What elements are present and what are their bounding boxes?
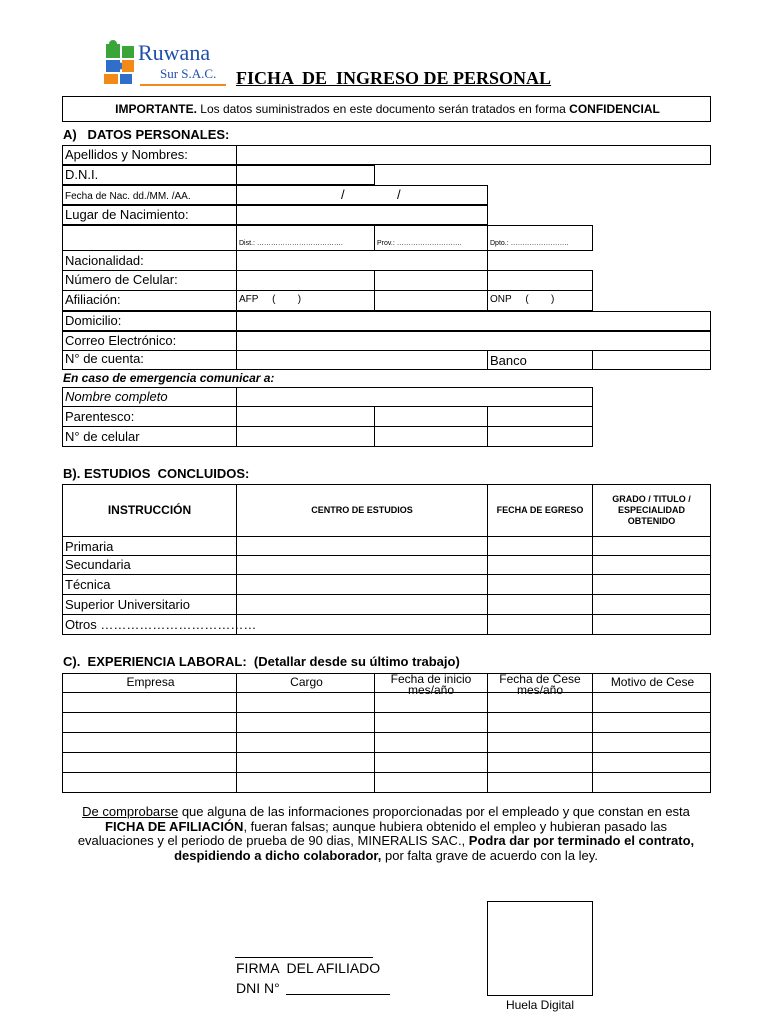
dni-label: DNI N° bbox=[236, 980, 280, 996]
label-tecnica: Técnica bbox=[62, 574, 237, 595]
header-centro: CENTRO DE ESTUDIOS bbox=[236, 484, 488, 537]
field-tecnica-centro[interactable] bbox=[236, 574, 488, 595]
field-onp[interactable]: ONP ( ) bbox=[487, 290, 593, 311]
date-slash-2: / bbox=[397, 187, 401, 202]
exp-row-1-motivo[interactable] bbox=[592, 692, 711, 713]
exp-row-2-inicio[interactable] bbox=[374, 712, 488, 733]
field-cuenta[interactable] bbox=[236, 350, 488, 370]
field-otros-centro[interactable] bbox=[236, 614, 488, 635]
header-cargo: Cargo bbox=[236, 673, 375, 693]
label-primaria: Primaria bbox=[62, 536, 237, 556]
exp-row-4-motivo[interactable] bbox=[592, 752, 711, 773]
header-fecha-cese: Fecha de Cese mes/año bbox=[487, 673, 593, 693]
exp-row-2-motivo[interactable] bbox=[592, 712, 711, 733]
exp-row-5-cargo[interactable] bbox=[236, 772, 375, 793]
exp-row-5-inicio[interactable] bbox=[374, 772, 488, 793]
field-primaria-grado[interactable] bbox=[592, 536, 711, 556]
field-correo[interactable] bbox=[236, 331, 711, 351]
field-celular-2[interactable] bbox=[374, 270, 488, 291]
emergency-title: En caso de emergencia comunicar a: bbox=[63, 371, 275, 385]
legal-text-2: , fueran falsas; aunque hubiera obtenido el empleo y hubieran pasado las evaluaciones y el periodo de prueba de 90 dias, MINERALIS SAC., bbox=[77, 818, 667, 848]
field-secundaria-centro[interactable] bbox=[236, 555, 488, 575]
label-dni: D.N.I. bbox=[62, 165, 237, 185]
field-celular-emergencia-3[interactable] bbox=[487, 426, 593, 447]
exp-row-3-inicio[interactable] bbox=[374, 732, 488, 753]
exp-row-3-cargo[interactable] bbox=[236, 732, 375, 753]
header-fecha-egreso: FECHA DE EGRESO bbox=[487, 484, 593, 537]
label-correo: Correo Electrónico: bbox=[62, 331, 237, 351]
label-banco: Banco bbox=[487, 350, 593, 370]
spacer-lugar bbox=[62, 225, 237, 251]
field-parentesco-1[interactable] bbox=[236, 406, 375, 427]
label-otros: Otros ……………………………… bbox=[62, 614, 237, 635]
logo-name: Ruwana bbox=[138, 40, 211, 65]
field-celular-3[interactable] bbox=[487, 270, 593, 291]
exp-row-4-cargo[interactable] bbox=[236, 752, 375, 773]
exp-row-4-cese[interactable] bbox=[487, 752, 593, 773]
field-superior-centro[interactable] bbox=[236, 594, 488, 615]
label-celular: Número de Celular: bbox=[62, 270, 237, 291]
field-primaria-fecha[interactable] bbox=[487, 536, 593, 556]
legal-paragraph bbox=[66, 805, 706, 863]
dni-line[interactable] bbox=[286, 994, 390, 995]
legal-bold-2: Podra dar por terminado el contrato, despidiendo a dicho colaborador, bbox=[174, 833, 695, 863]
label-celular-emergencia: N° de celular bbox=[62, 426, 237, 447]
notice-bold-1: IMPORTANTE. bbox=[115, 102, 197, 116]
exp-row-5-motivo[interactable] bbox=[592, 772, 711, 793]
header-motivo-cese: Motivo de Cese bbox=[592, 673, 711, 693]
field-tecnica-grado[interactable] bbox=[592, 574, 711, 595]
logo-underline bbox=[140, 84, 226, 86]
exp-row-4-empresa[interactable] bbox=[62, 752, 237, 773]
field-secundaria-fecha[interactable] bbox=[487, 555, 593, 575]
exp-row-2-cese[interactable] bbox=[487, 712, 593, 733]
field-afp-detail[interactable] bbox=[374, 290, 488, 311]
field-domicilio[interactable] bbox=[236, 311, 711, 331]
field-prov[interactable]: Prov.: ………………………. bbox=[374, 225, 488, 251]
label-cuenta: N° de cuenta: bbox=[62, 350, 237, 370]
field-otros-fecha[interactable] bbox=[487, 614, 593, 635]
legal-bold-1: FICHA DE AFILIACIÓN bbox=[105, 818, 244, 834]
field-celular-1[interactable] bbox=[236, 270, 375, 291]
exp-row-1-cargo[interactable] bbox=[236, 692, 375, 713]
label-fecha-nac: Fecha de Nac. dd./MM. /AA. bbox=[62, 185, 237, 205]
label-nombre-completo: Nombre completo bbox=[62, 387, 237, 407]
field-dni[interactable] bbox=[236, 165, 375, 185]
field-tecnica-fecha[interactable] bbox=[487, 574, 593, 595]
signature-line[interactable] bbox=[235, 957, 373, 958]
label-superior: Superior Universitario bbox=[62, 594, 237, 615]
field-secundaria-grado[interactable] bbox=[592, 555, 711, 575]
field-superior-grado[interactable] bbox=[592, 594, 711, 615]
legal-text-1: que alguna de las informaciones proporcionadas por el empleado y que constan en esta bbox=[178, 804, 690, 819]
legal-text-3: por falta grave de acuerdo con la ley. bbox=[381, 847, 598, 863]
field-afp[interactable]: AFP ( ) bbox=[236, 290, 375, 311]
exp-row-5-empresa[interactable] bbox=[62, 772, 237, 793]
field-lugar[interactable] bbox=[236, 205, 488, 225]
section-b-title: B). ESTUDIOS CONCLUIDOS: bbox=[63, 466, 250, 481]
page-title: FICHA DE INGRESO DE PERSONAL bbox=[236, 68, 552, 88]
field-parentesco-3[interactable] bbox=[487, 406, 593, 427]
label-parentesco: Parentesco: bbox=[62, 406, 237, 427]
signature-label: FIRMA DEL AFILIADO bbox=[236, 960, 381, 976]
puzzle-logo-icon bbox=[100, 40, 140, 88]
field-celular-emergencia-1[interactable] bbox=[236, 426, 375, 447]
exp-row-2-empresa[interactable] bbox=[62, 712, 237, 733]
field-nacionalidad[interactable] bbox=[236, 250, 488, 271]
label-domicilio: Domicilio: bbox=[62, 311, 237, 331]
exp-row-2-cargo[interactable] bbox=[236, 712, 375, 733]
fingerprint-box[interactable] bbox=[487, 901, 593, 996]
exp-row-1-inicio[interactable] bbox=[374, 692, 488, 713]
field-dpto[interactable]: Dpto.: ……………………. bbox=[487, 225, 593, 251]
field-otros-grado[interactable] bbox=[592, 614, 711, 635]
field-superior-fecha[interactable] bbox=[487, 594, 593, 615]
fingerprint-label: Huela Digital bbox=[505, 998, 575, 1012]
field-parentesco-2[interactable] bbox=[374, 406, 488, 427]
label-nacionalidad: Nacionalidad: bbox=[62, 250, 237, 271]
label-afiliacion: Afiliación: bbox=[62, 290, 237, 311]
header-empresa: Empresa bbox=[62, 673, 237, 693]
company-logo bbox=[100, 40, 230, 92]
logo-sub: Sur S.A.C. bbox=[160, 66, 217, 81]
field-nombre-completo[interactable] bbox=[236, 387, 593, 407]
field-dist[interactable]: Dist.: ………………………………. bbox=[236, 225, 375, 251]
exp-row-5-cese[interactable] bbox=[487, 772, 593, 793]
label-lugar: Lugar de Nacimiento: bbox=[62, 205, 237, 225]
notice-text: Los datos suministrados en este documento serán tratados en forma bbox=[196, 102, 570, 116]
field-primaria-centro[interactable] bbox=[236, 536, 488, 556]
field-fecha-nac[interactable] bbox=[236, 185, 488, 205]
exp-row-1-cese[interactable] bbox=[487, 692, 593, 713]
label-apellidos: Apellidos y Nombres: bbox=[62, 145, 237, 165]
section-a-title: A) DATOS PERSONALES: bbox=[63, 127, 230, 142]
header-instruccion: INSTRUCCIÓN bbox=[62, 484, 237, 537]
field-apellidos[interactable] bbox=[236, 145, 711, 165]
exp-row-3-motivo[interactable] bbox=[592, 732, 711, 753]
section-c-title: C). EXPERIENCIA LABORAL: (Detallar desde su último trabajo) bbox=[63, 654, 460, 669]
legal-underlined: De comprobarse bbox=[82, 804, 179, 819]
header-grado: GRADO / TITULO / ESPECIALIDAD OBTENIDO bbox=[592, 484, 711, 537]
exp-row-4-inicio[interactable] bbox=[374, 752, 488, 773]
exp-row-3-cese[interactable] bbox=[487, 732, 593, 753]
date-slash-1: / bbox=[341, 187, 345, 202]
exp-row-1-empresa[interactable] bbox=[62, 692, 237, 713]
field-celular-emergencia-2[interactable] bbox=[374, 426, 488, 447]
field-banco[interactable] bbox=[592, 350, 711, 370]
confidential-notice bbox=[62, 96, 711, 122]
exp-row-3-empresa[interactable] bbox=[62, 732, 237, 753]
label-secundaria: Secundaria bbox=[62, 555, 237, 575]
header-fecha-inicio: Fecha de inicio mes/año bbox=[374, 673, 488, 693]
notice-bold-2: CONFIDENCIAL bbox=[569, 102, 660, 116]
